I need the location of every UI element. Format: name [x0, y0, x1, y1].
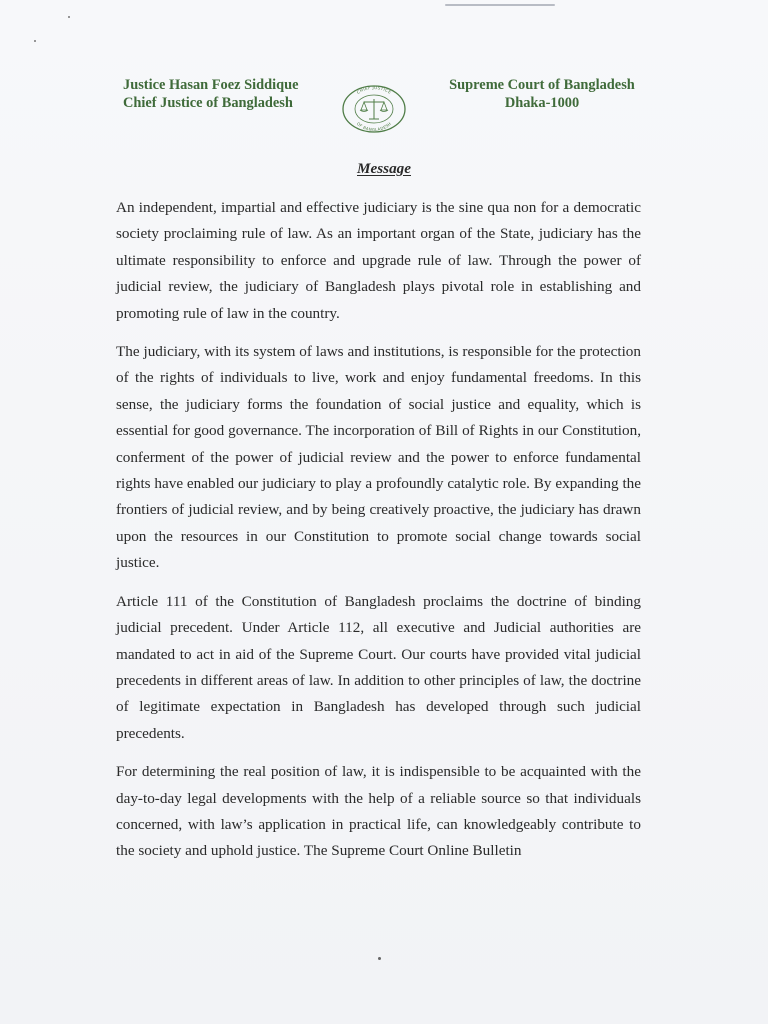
justice-title: Chief Justice of Bangladesh: [123, 95, 293, 111]
scan-speck: [34, 40, 36, 42]
message-heading: [0, 160, 768, 178]
seal-top-text: CHIEF JUSTICE: [355, 84, 393, 95]
paragraph-2: The judiciary, with its system of laws and institutions, is responsible for the protection of the rights of individuals to live, work and enjoy fundamental freedoms. In this sense, the judiciary forms the foundation of social justice and equality, which is essential for good governance. The incorporation of Bill of Rights in our Constitution, conferment of the power of judicial review and the power to enforce fundamental rights have enabled our judiciary to play a profoundly catalytic role. By expanding the frontiers of judicial review, and by being creatively proactive, the judiciary has drawn upon the resources in our Constitution to promote social change towards social justice.: [116, 343, 641, 572]
scan-edge-mark: [445, 4, 555, 6]
header-right-block: [443, 76, 641, 112]
svg-text:CHIEF JUSTICE: [356, 85, 393, 95]
court-address: Dhaka-1000: [504, 95, 580, 111]
court-seal-icon: [340, 83, 408, 135]
seal-bottom-text: OF BANGLADESH: [355, 121, 393, 133]
scan-speck: [68, 16, 70, 18]
justice-name: Justice Hasan Foez Siddique: [123, 77, 299, 93]
header-left-block: [123, 76, 299, 112]
scan-speck: [378, 957, 381, 960]
paragraph-4: For determining the real position of law, it is indispensible to be acquainted with the day-to-day legal developments with the help of a reliable source so that individuals concerned, with law’s application in practical life, can knowledgeably contribute to the society and uphold justice. The Supreme Court Online Bulletin: [116, 763, 641, 860]
paragraph-3: Article 111 of the Constitution of Bangladesh proclaims the doctrine of binding judicial precedent. Under Article 112, all executive and Judicial authorities are mandated to act in aid of the Supreme Court. Our courts have provided vital judicial precedents in different areas of law. In addition to other principles of law, the doctrine of legitimate expectation in Bangladesh has developed through such judicial precedents.: [116, 592, 641, 742]
paragraph-1: An independent, impartial and effective judiciary is the sine qua non for a democratic society proclaiming rule of law. As an important organ of the State, judiciary has the ultimate responsibility to enforce and upgrade rule of law. Through the power of judicial review, the judiciary of Bangladesh plays pivotal role in establishing and promoting rule of law in the country.: [116, 199, 641, 322]
message-body: [116, 195, 641, 877]
court-name: Supreme Court of Bangladesh: [449, 77, 635, 93]
message-title: Message: [357, 160, 411, 177]
